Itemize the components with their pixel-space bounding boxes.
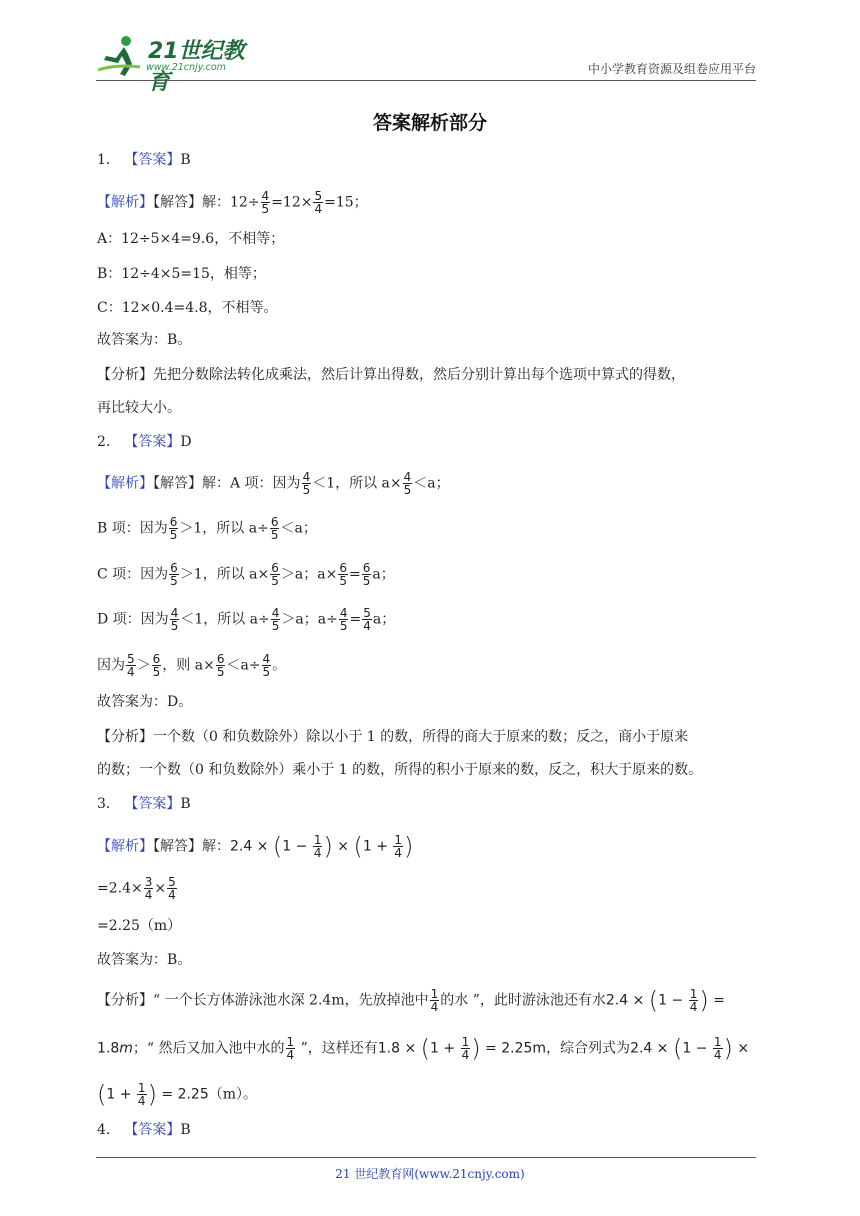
q1-analysis-line1 — [97, 365, 685, 385]
q1-answer-line — [97, 150, 191, 170]
fraction — [403, 471, 413, 496]
denominator: 5 — [362, 574, 371, 588]
q3-analysis-line1 — [97, 988, 725, 1013]
denominator: 5 — [270, 528, 279, 542]
numerator: 6 — [169, 515, 178, 529]
denominator: 5 — [170, 574, 178, 588]
math-text: = — [708, 992, 725, 1009]
fraction — [302, 471, 312, 496]
fraction — [362, 607, 372, 632]
text: a； — [372, 611, 396, 628]
analysis-text: 的水 ”，此时游泳池还有水 — [440, 992, 606, 1009]
math-text: = 2.25 — [156, 1086, 209, 1103]
text: ＞a；a× — [280, 566, 338, 583]
analysis-text: 先把分数除法转化成乘法，然后计算出得数，然后分别计算出每个选项中算式的得数， — [153, 367, 685, 383]
analysis-text: ”，这样还有 — [296, 1040, 378, 1057]
paren: ) — [404, 832, 414, 861]
q2-analysis-line2: 的数；一个数（0 和负数除外）乘小于 1 的数，所得的积小于原来的数，反之，积大于原来的数。 — [97, 762, 703, 778]
denominator: 5 — [216, 665, 225, 679]
answer-tag: 【答案】 — [124, 796, 181, 812]
math-text: 1 + — [362, 838, 393, 855]
text: ＞a；a÷ — [281, 611, 338, 628]
math-text: 1 − — [282, 838, 312, 855]
analysis-text: ；“ 然后又加入池中水的 — [132, 1040, 285, 1057]
text: C 项：因为 — [97, 566, 169, 583]
q3-solution-line — [97, 834, 413, 859]
fraction — [338, 562, 348, 587]
header-platform-text: 中小学教育资源及组卷应用平台 — [587, 62, 756, 76]
fraction — [689, 988, 699, 1013]
denominator: 4 — [168, 888, 176, 902]
paren: ( — [272, 832, 283, 861]
jieda-tag: 【解答】 — [153, 475, 202, 492]
jiexi-tag: 【解析】 — [97, 475, 153, 492]
answer-tag: 【答案】 — [124, 1122, 181, 1138]
numerator: 1 — [394, 833, 403, 847]
numerator: 1 — [286, 1035, 295, 1049]
q2-comparison — [97, 653, 286, 678]
text: = — [349, 611, 362, 628]
page-header — [96, 30, 756, 95]
denominator: 4 — [430, 1000, 439, 1014]
denominator: 4 — [286, 1048, 295, 1062]
math-text: 1 + — [106, 1086, 136, 1103]
denominator: 5 — [170, 619, 179, 633]
text: 解：A 项：因为 — [202, 475, 301, 492]
text: D 项：因为 — [97, 611, 169, 628]
q3-conclusion: 故答案为：B。 — [97, 952, 192, 968]
fenxi-tag: 【分析】 — [97, 367, 153, 383]
fraction — [261, 190, 271, 215]
text: 解： — [202, 838, 230, 855]
denominator: 5 — [302, 483, 311, 497]
denominator: 5 — [403, 483, 412, 497]
fraction — [713, 1036, 723, 1061]
footer-link[interactable]: 21 世纪教育网(www.21cnjy.com) — [335, 1167, 525, 1181]
text: ＞1，所以 a÷ — [179, 520, 269, 537]
jieda-tag: 【解答】 — [153, 838, 202, 855]
numerator: 1 — [461, 1035, 470, 1049]
logo — [96, 34, 266, 95]
fraction — [167, 876, 177, 901]
jiexi-tag: 【解析】 — [97, 838, 153, 855]
text: 解：12÷ — [202, 194, 260, 211]
footer-divider — [96, 1157, 756, 1158]
numerator: 1 — [713, 1035, 722, 1049]
math-text: m — [119, 1040, 133, 1057]
fraction — [170, 607, 180, 632]
text: 。 — [272, 657, 287, 674]
fraction — [262, 653, 272, 678]
math-text: 2.4 × — [630, 1040, 673, 1057]
numerator: 5 — [168, 875, 176, 889]
paren: ) — [471, 1034, 481, 1063]
paren: ( — [420, 1034, 431, 1063]
text: ＞ — [136, 657, 151, 674]
question-number: 2． — [97, 434, 120, 450]
text: =15； — [324, 194, 368, 211]
numerator: 3 — [144, 875, 153, 889]
math-text: 2.4 × — [230, 838, 273, 855]
analysis-text: ，综合列式为 — [546, 1040, 631, 1057]
answer-tag: 【答案】 — [124, 434, 181, 450]
text: =12× — [271, 194, 313, 211]
fraction — [362, 562, 372, 587]
text: ＜a； — [280, 520, 317, 537]
numerator: 6 — [339, 561, 347, 575]
fraction — [286, 1036, 296, 1061]
paren: ) — [147, 1080, 157, 1109]
denominator: 4 — [461, 1048, 470, 1062]
fraction — [461, 1036, 471, 1061]
text: ＞1，所以 a× — [179, 566, 270, 583]
fraction — [169, 562, 179, 587]
denominator: 4 — [144, 888, 153, 902]
q3-answer-line — [97, 794, 191, 814]
logo-url: www.21cnjy.com — [146, 62, 226, 73]
paren: ( — [648, 986, 659, 1015]
fenxi-tag: 【分析】 — [97, 729, 153, 745]
fraction — [144, 876, 154, 901]
fraction — [313, 834, 323, 859]
runner-logo-icon — [96, 34, 144, 78]
text: 因为 — [97, 657, 125, 674]
fraction — [152, 653, 162, 678]
paren: ) — [699, 986, 709, 1015]
fraction — [270, 516, 280, 541]
numerator: 1 — [689, 987, 698, 1001]
math-text: 1 − — [682, 1040, 712, 1057]
q1-option-b: B：12÷4×5=15，相等； — [97, 266, 266, 282]
answer-tag: 【答案】 — [124, 152, 181, 168]
answer-value: B — [180, 796, 191, 812]
math-text: = 2.25m — [480, 1040, 547, 1057]
text: × — [154, 880, 167, 897]
denominator: 5 — [339, 574, 347, 588]
numerator: 6 — [270, 515, 279, 529]
denominator: 4 — [314, 202, 323, 216]
question-number: 4． — [97, 1122, 120, 1138]
math-text: 1 − — [658, 992, 688, 1009]
denominator: 4 — [313, 846, 322, 860]
q2-conclusion: 故答案为：D。 — [97, 694, 193, 710]
q1-solution-line — [97, 190, 368, 215]
denominator: 5 — [169, 528, 178, 542]
fraction — [270, 562, 280, 587]
text: B 项：因为 — [97, 520, 168, 537]
denominator: 4 — [394, 846, 403, 860]
denominator: 5 — [152, 665, 161, 679]
question-number: 3． — [97, 796, 120, 812]
q3-step-2 — [97, 876, 178, 901]
fraction — [339, 607, 349, 632]
math-text: 1 + — [430, 1040, 460, 1057]
text: ，则 a× — [162, 657, 215, 674]
jiexi-tag: 【解析】 — [97, 194, 153, 211]
numerator: 4 — [262, 652, 271, 666]
numerator: 5 — [363, 606, 371, 620]
fraction — [126, 653, 136, 678]
denominator: 5 — [261, 202, 270, 216]
page-title: 答案解析部分 — [372, 112, 487, 134]
analysis-text: “ 一个长方体游泳池水深 2.4m，先放掉池中 — [153, 992, 429, 1009]
q1-analysis-line2: 再比较大小。 — [97, 400, 181, 416]
numerator: 6 — [170, 561, 178, 575]
paren: ) — [723, 1034, 733, 1063]
q1-conclusion: 故答案为：B。 — [97, 332, 192, 348]
q3-step-3: =2.25（m） — [97, 918, 182, 934]
math-text: × — [332, 838, 354, 855]
question-number: 1． — [97, 152, 120, 168]
denominator: 5 — [271, 574, 279, 588]
paren: ) — [323, 832, 333, 861]
fraction — [216, 653, 226, 678]
analysis-text: （m）。 — [208, 1086, 258, 1103]
denominator: 5 — [271, 619, 280, 633]
answer-value: D — [180, 434, 192, 450]
text: =2.4× — [97, 880, 143, 897]
text: ＜1，所以 a× — [312, 475, 402, 492]
q3-analysis-line2 — [97, 1036, 749, 1061]
denominator: 4 — [713, 1048, 722, 1062]
math-text: 1.8 × — [377, 1040, 421, 1057]
text: ＜a÷ — [226, 657, 261, 674]
q2-solution-c — [97, 562, 395, 587]
math-text: 2.4 × — [605, 992, 649, 1009]
math-text: × — [732, 1040, 750, 1057]
numerator: 1 — [430, 987, 439, 1001]
q3-analysis-line3 — [97, 1082, 257, 1107]
numerator: 4 — [261, 189, 270, 203]
text: a； — [372, 566, 395, 583]
numerator: 6 — [152, 652, 161, 666]
fraction — [169, 516, 179, 541]
answer-value: B — [180, 1122, 191, 1138]
fenxi-tag: 【分析】 — [97, 992, 153, 1009]
text: = — [348, 566, 361, 583]
denominator: 4 — [127, 665, 135, 679]
paren: ( — [97, 1080, 107, 1109]
q1-option-c: C：12×0.4=4.8，不相等。 — [97, 300, 278, 316]
denominator: 4 — [363, 619, 371, 633]
answer-value: B — [180, 152, 191, 168]
q2-solution-a — [97, 471, 450, 496]
q1-option-a: A：12÷5×4=9.6，不相等； — [97, 231, 285, 247]
math-text: 1.8 — [97, 1040, 120, 1057]
jieda-tag: 【解答】 — [153, 194, 202, 211]
q4-answer-line — [97, 1120, 191, 1140]
numerator: 5 — [127, 652, 135, 666]
q2-solution-d — [97, 607, 395, 632]
analysis-text: 一个数（0 和负数除外）除以小于 1 的数，所得的商大于原来的数；反之，商小于原来 — [153, 729, 689, 745]
fraction — [430, 988, 440, 1013]
fraction — [137, 1082, 147, 1107]
numerator: 5 — [314, 189, 323, 203]
logo-text: 21世纪教育 — [148, 39, 245, 95]
numerator: 6 — [362, 561, 371, 575]
numerator: 4 — [339, 606, 348, 620]
text: ＜a； — [413, 475, 450, 492]
paren: ( — [353, 832, 363, 861]
denominator: 4 — [689, 1000, 698, 1014]
numerator: 6 — [271, 561, 279, 575]
q2-solution-b — [97, 516, 317, 541]
numerator: 1 — [137, 1081, 146, 1095]
numerator: 4 — [170, 606, 179, 620]
numerator: 6 — [216, 652, 225, 666]
numerator: 4 — [302, 470, 311, 484]
fraction — [271, 607, 281, 632]
q2-analysis-line1 — [97, 727, 688, 747]
fraction — [393, 834, 403, 859]
denominator: 5 — [262, 665, 271, 679]
q2-answer-line — [97, 432, 192, 452]
fraction — [313, 190, 323, 215]
numerator: 4 — [403, 470, 412, 484]
denominator: 4 — [137, 1094, 146, 1108]
numerator: 1 — [313, 833, 322, 847]
text: ＜1，所以 a÷ — [180, 611, 270, 628]
paren: ( — [672, 1034, 683, 1063]
denominator: 5 — [339, 619, 348, 633]
header-divider — [96, 80, 756, 81]
numerator: 4 — [271, 606, 280, 620]
